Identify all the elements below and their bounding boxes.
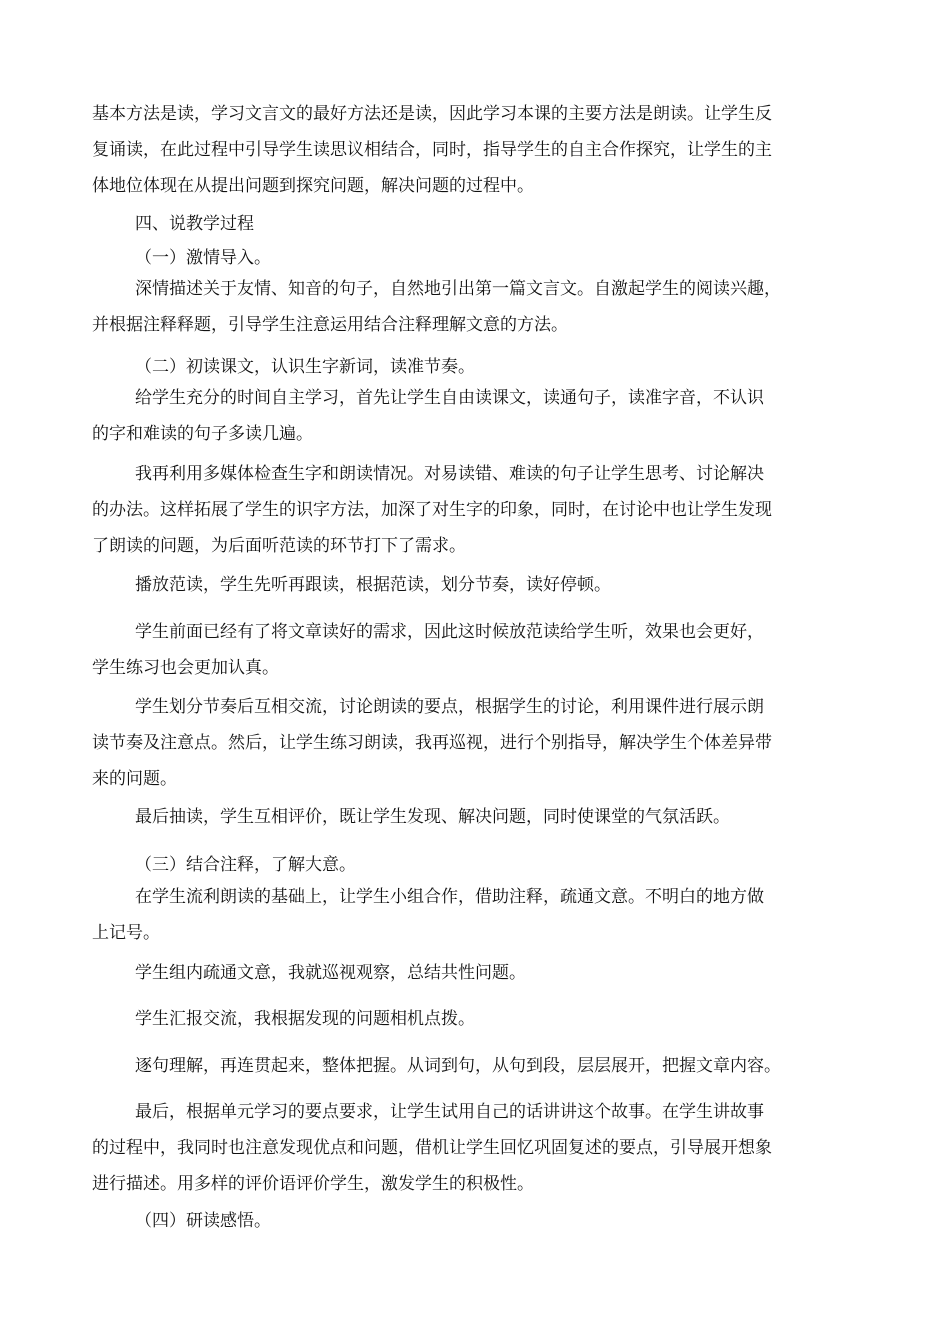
paragraph [92, 1048, 864, 1084]
text-line: 逐句理解，再连贯起来，整体把握。从词到句，从句到段，层层展开，把握文章内容。 [135, 1056, 781, 1076]
paragraph [92, 271, 864, 343]
text-line: 的过程中，我同时也注意发现优点和问题，借机让学生回忆巩固复述的要点，引导展开想象 [92, 1138, 772, 1158]
text-line: 学生前面已经有了将文章读好的需求，因此这时候放范读给学生听，效果也会更好， [135, 622, 764, 642]
text-line: 基本方法是读，学习文言文的最好方法还是读，因此学习本课的主要方法是朗读。让学生反 [92, 104, 772, 124]
paragraph [92, 614, 864, 686]
text-line: 最后，根据单元学习的要点要求，让学生试用自己的话讲讲这个故事。在学生讲故事 [135, 1102, 764, 1122]
paragraph-teaching-method [92, 96, 864, 204]
paragraph [92, 380, 864, 452]
text-line: 上记号。 [92, 923, 160, 943]
text-line: 最后抽读，学生互相评价，既让学生发现、解决问题，同时使课堂的气氛活跃。 [135, 807, 730, 827]
text-line: 给学生充分的时间自主学习，首先让学生自由读课文，读通句子，读准字音，不认识 [135, 388, 764, 408]
text-line: 的办法。这样拓展了学生的识字方法，加深了对生字的印象，同时，在讨论中也让学生发现 [92, 500, 772, 520]
section-heading-text: 四、说教学过程 [135, 214, 254, 234]
text-line: 进行描述。用多样的评价语评价学生，激发学生的积极性。 [92, 1174, 534, 1194]
paragraph [92, 456, 864, 564]
text-line: 在学生流利朗读的基础上，让学生小组合作，借助注释，疏通文意。不明白的地方做 [135, 887, 764, 907]
text-line: 学生汇报交流，我根据发现的问题相机点拨。 [135, 1009, 475, 1029]
subsection-heading [92, 1203, 864, 1239]
text-line: 学生练习也会更加认真。 [92, 658, 279, 678]
text-line: 了朗读的问题，为后面听范读的环节打下了需求。 [92, 536, 466, 556]
text-line: 学生组内疏通文意，我就巡视观察，总结共性问题。 [135, 963, 526, 983]
text-line: 体地位体现在从提出问题到探究问题，解决问题的过程中。 [92, 176, 534, 196]
paragraph [92, 799, 864, 835]
text-line: 复诵读，在此过程中引导学生读思议相结合，同时，指导学生的自主合作探究，让学生的主 [92, 140, 772, 160]
text-line: 来的问题。 [92, 769, 177, 789]
paragraph [92, 689, 864, 797]
subsection-heading-text: （四）研读感悟。 [135, 1211, 271, 1231]
text-line: 读节奏及注意点。然后，让学生练习朗读，我再巡视，进行个别指导，解决学生个体差异带 [92, 733, 772, 753]
text-line: 并根据注释释题，引导学生注意运用结合注释理解文意的方法。 [92, 315, 568, 335]
paragraph [92, 1001, 864, 1037]
text-line: 深情描述关于友情、知音的句子，自然地引出第一篇文言文。自激起学生的阅读兴趣， [135, 279, 781, 299]
paragraph [92, 1094, 864, 1202]
text-line: 我再利用多媒体检查生字和朗读情况。对易读错、难读的句子让学生思考、讨论解决 [135, 464, 764, 484]
paragraph [92, 955, 864, 991]
subsection-heading-text: （三）结合注释，了解大意。 [135, 855, 356, 875]
subsection-heading [92, 847, 864, 883]
subsection-heading-text: （一）激情导入。 [135, 248, 271, 268]
section-heading [92, 206, 864, 242]
paragraph [92, 567, 864, 603]
text-line: 的字和难读的句子多读几遍。 [92, 424, 313, 444]
text-line: 播放范读，学生先听再跟读，根据范读，划分节奏，读好停顿。 [135, 575, 611, 595]
subsection-heading-text: （二）初读课文，认识生字新词，读准节奏。 [135, 357, 475, 377]
paragraph [92, 879, 864, 951]
text-line: 学生划分节奏后互相交流，讨论朗读的要点，根据学生的讨论，利用课件进行展示朗 [135, 697, 764, 717]
